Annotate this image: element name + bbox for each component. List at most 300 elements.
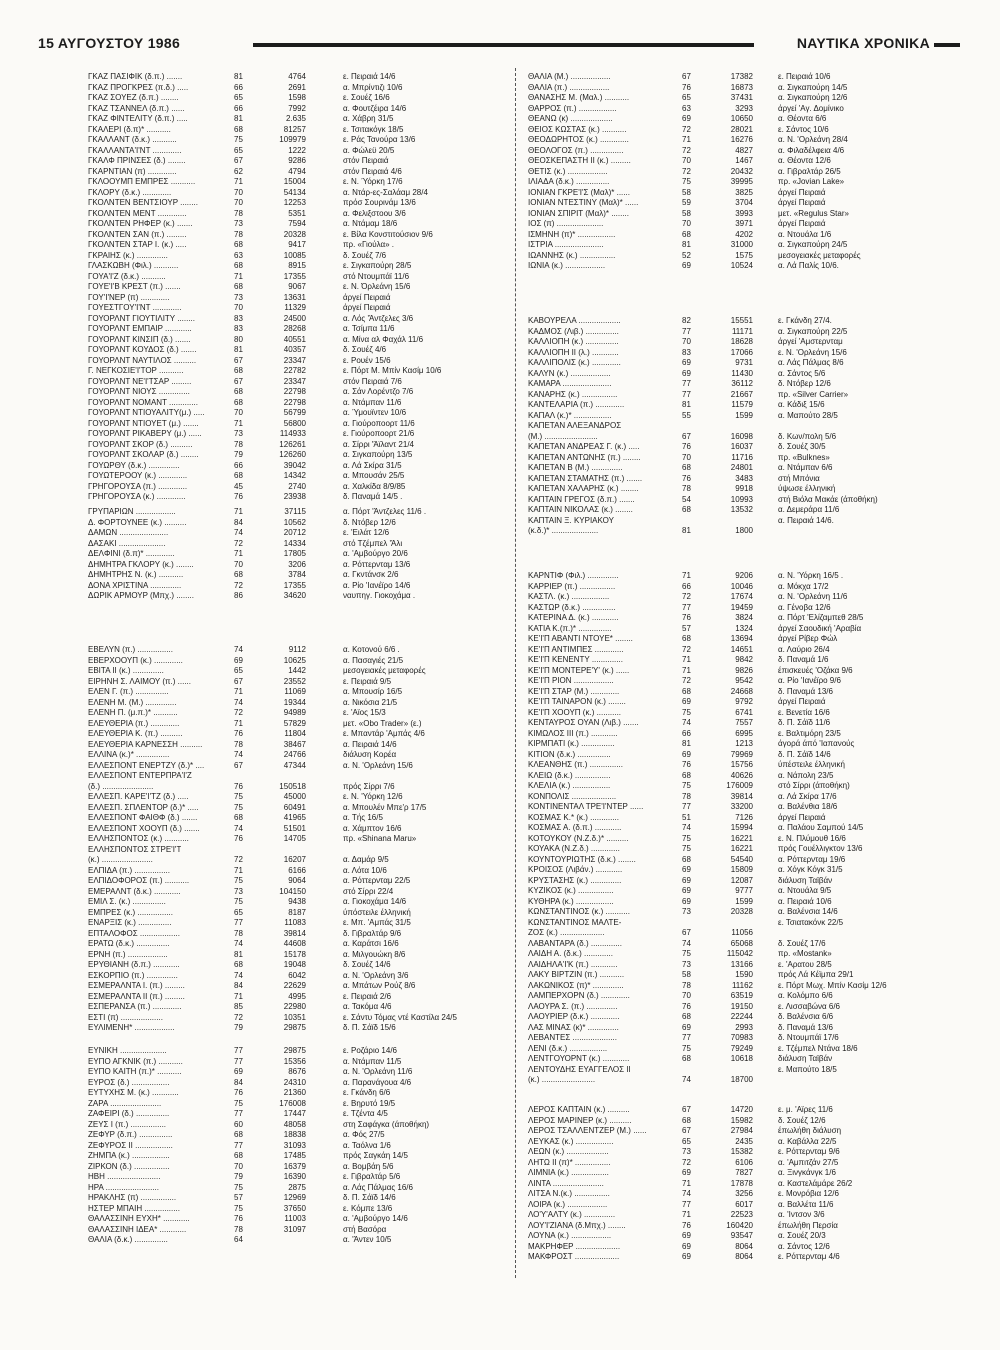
ship-entry-row <box>528 1189 968 1200</box>
ship-entry-row <box>528 358 968 369</box>
ship-status: α. 'Αμβούργο 20/6 <box>343 549 408 558</box>
gross-tonnage: 70983 <box>730 1033 753 1042</box>
gross-tonnage: 2435 <box>735 1136 753 1146</box>
ship-name: ΓΟΥΑ'Ι'Ζ (δ.κ.) ........... <box>88 271 166 281</box>
ship-status: α. Λός 'Άντζελες 3/6 <box>343 313 414 323</box>
ship-name: ΓΚΑΡΝΤΙΑΝ (π) ............. <box>88 166 177 176</box>
build-year: 81 <box>234 345 243 354</box>
ship-name: ΕΥΝΙΚΗ ..................... <box>88 1046 167 1055</box>
build-year: 81 <box>234 72 243 81</box>
ship-name: ΚΑΝΑΡΗΣ (κ.) ................ <box>528 389 618 399</box>
ship-entry-row <box>88 146 528 157</box>
ship-status: α. Λάς Πάλμας 16/6 <box>343 1182 413 1192</box>
ship-name: ΛΙΝΤΑ ....................... <box>528 1178 604 1188</box>
gross-tonnage: 3784 <box>288 570 306 579</box>
build-year: 83 <box>234 313 243 323</box>
ship-name: ΓΚΟΛΝΤΕΝ ΒΕΝΤΣΙΟΥΡ ........ <box>88 198 198 207</box>
ship-status: πρ. «Mostank» <box>778 949 832 958</box>
ship-status: α. Γιβραλτάρ 26/5 <box>778 166 841 176</box>
build-year: 66 <box>682 581 691 591</box>
build-year: 74 <box>682 823 691 832</box>
gross-tonnage: 19459 <box>730 602 753 612</box>
ship-entry-row <box>528 93 968 104</box>
ship-name: ΙΣΜΗΝΗ (π)* ................. <box>528 229 616 239</box>
ship-entry-row <box>88 104 528 115</box>
build-year: 70 <box>682 991 691 1000</box>
ship-status: δ. Παναμά 13/6 <box>778 686 833 696</box>
build-year: 70 <box>682 156 691 165</box>
ship-status: α. Χαλκίδα 8/9/85 <box>343 481 406 491</box>
ship-entry-row <box>88 293 528 304</box>
gross-tonnage: 6741 <box>735 707 753 717</box>
ship-name: ΛΑΟΥΡΙΕΡ (δ.κ.) ............. <box>528 1012 620 1021</box>
ship-name: ΚΑΛΛΙΟΠΗ ΙΙ (λ.) ............ <box>528 347 619 357</box>
ship-entry-row <box>88 549 528 560</box>
ship-status: α. Γένοβα 12/6 <box>778 602 831 612</box>
ship-status: ε. Ράς Τανούρα 13/6 <box>343 135 416 144</box>
ship-entry-row <box>528 135 968 146</box>
ship-name: ΛΟΙΡΑ (κ.) .................. <box>528 1199 608 1209</box>
gross-tonnage: 20712 <box>283 528 306 537</box>
ship-status: α. Βαλένθια 18/6 <box>778 802 838 811</box>
ship-status: α. Ντουάλα 1/6 <box>778 229 832 239</box>
gross-tonnage: 16037 <box>730 442 753 451</box>
ship-status: άργεί Πειραιά <box>778 187 826 197</box>
ship-name: ΕΡΑΤΩ (δ.κ.) ............... <box>88 939 170 948</box>
gross-tonnage: 23938 <box>283 492 306 501</box>
ship-list-block <box>528 72 968 272</box>
ship-status: α. Βομβάη 5/6 <box>343 1161 394 1171</box>
build-year: 66 <box>234 460 243 470</box>
ship-status: ε. Πόρτ Μωχ. Μπίν Κασίμ 12/6 <box>778 980 887 990</box>
ship-entry-row <box>88 461 528 472</box>
gross-tonnage: 1575 <box>735 250 753 260</box>
gross-tonnage: 37650 <box>283 1203 306 1213</box>
build-year: 69 <box>682 1241 691 1251</box>
ship-entry-row <box>528 865 968 876</box>
ship-name: ΙΣΤΡΙΑ ...................... <box>528 240 604 249</box>
gross-tonnage: 54134 <box>283 187 306 197</box>
build-year: 70 <box>234 198 243 207</box>
ship-name: ΚΑΝΤΕΛΑΡΙΑ (π.) ............. <box>528 400 625 409</box>
gross-tonnage: 15382 <box>730 1147 753 1156</box>
ship-status: α. Μόκχα 17/2 <box>778 581 829 591</box>
ship-entry-row <box>528 802 968 813</box>
ship-name: ΓΚΑΖ ΠΡΟΓΚΡΕΣ (π.δ.) ..... <box>88 82 189 92</box>
gross-tonnage: 23552 <box>283 676 306 686</box>
gross-tonnage: 12087 <box>730 875 753 885</box>
ship-status: α. Σάν Λορέντζο 7/6 <box>343 387 414 396</box>
ship-entry-row <box>528 505 968 516</box>
build-year: 66 <box>234 103 243 113</box>
ship-entry-row <box>528 1023 968 1034</box>
gross-tonnage: 29875 <box>283 1046 306 1055</box>
ship-entry-row <box>88 1130 528 1141</box>
ship-name: ΔΑΜΩΝ ...................... <box>88 528 169 537</box>
ship-status: α. Λά Παλίς 10/6. <box>778 261 839 270</box>
gross-tonnage: 6017 <box>735 1199 753 1209</box>
build-year: 67 <box>234 156 243 165</box>
ship-entry-row <box>528 261 968 272</box>
ship-name: ΖΟΣ (κ.) .................... <box>528 928 605 937</box>
ship-name: ΛΕΡΟΣ ΤΣΑΛΛΕΝΤΖΕΡ (Μ.) ...... <box>528 1126 647 1135</box>
ship-status: δ. Σουέζ 4/6 <box>343 345 387 354</box>
ship-name: ΖΙΡΚΟΝ (δ.) ................ <box>88 1161 170 1171</box>
build-year: 68 <box>682 1115 691 1125</box>
build-year: 78 <box>234 928 243 938</box>
ship-name: ΕΒΕΛΥΝ (π.) ................ <box>88 645 173 654</box>
ship-name: ΜΑΚΦΡΟΣΤ .................... <box>528 1252 620 1261</box>
build-year: 66 <box>234 82 243 92</box>
build-year: 68 <box>234 1151 243 1160</box>
ship-name: ΓΟΥΟΡΛΝΤ ΝΕ'Ι'ΤΣΑΡ ......... <box>88 376 192 386</box>
gross-tonnage: 11716 <box>731 452 753 462</box>
ship-entry-row <box>528 1168 968 1179</box>
gross-tonnage: 4827 <box>735 145 753 155</box>
ship-name: ΘΕΑΝΩ (κ) ................... <box>528 114 613 123</box>
ship-name: ΚΡΥΣΤΑΣΗΣ (κ.) .............. <box>528 875 622 885</box>
ship-name: ΕΛΛΕΣΠΟΝΤ ΕΝΕΡΤΖΥ (δ.)* .... <box>88 760 205 770</box>
build-year: 68 <box>234 261 243 270</box>
build-year: 67 <box>682 1105 691 1114</box>
ship-name: ΕΒΕΡΧΟΟΥΠ (κ.) ............. <box>88 655 183 665</box>
ship-name: ΚΑΠΤΑΙΝ ΓΡΕΓΟΣ (δ.π.) ....... <box>528 494 635 504</box>
ship-status: α. Ν. 'Ορλεάνη 11/6 <box>343 1067 413 1076</box>
ship-status: α. Νικόσια 21/5 <box>343 697 398 707</box>
ship-name: ΘΑΛΙΑ (δ.κ.) ............... <box>88 1235 168 1244</box>
ship-entry-row <box>88 1235 528 1246</box>
ship-name: ΛΕΝΙ (δ.κ.) ................. <box>528 1043 608 1053</box>
ship-name: ΚΑΛΥΝ (κ.) .................. <box>528 368 611 378</box>
ship-entry-row <box>88 518 528 529</box>
ship-entry-row <box>528 960 968 971</box>
gross-tonnage: 37431 <box>730 93 753 102</box>
ship-name: ΕΛΕΥΘΕΡΙΑ Κ. (π.) .......... <box>88 729 183 738</box>
build-year: 74 <box>234 750 243 759</box>
gross-tonnage: 63519 <box>730 991 753 1000</box>
ship-name: ΛΑΒΑΝΤΑΡΑ (δ.) .............. <box>528 938 622 948</box>
build-year: 76 <box>682 613 691 622</box>
gross-tonnage: 2875 <box>288 1182 306 1192</box>
build-year: 71 <box>234 549 243 558</box>
ship-status: α. Γιούροποορτ 11/6 <box>343 418 415 428</box>
ship-name: ΓΚΑΖ ΦΙΝΤΕΛΙΤΥ (δ.π.) ..... <box>88 114 188 123</box>
ship-entry-row <box>88 845 528 856</box>
build-year: 69 <box>682 114 691 123</box>
ship-status: ε. Γιούροποορτ 21/6 <box>343 429 415 438</box>
ship-name: ΕΛΕΝΗ Π. (μ.π.)* ........... <box>88 708 178 717</box>
ship-status: α. Ν. 'Υόρκη 16/5 . <box>778 571 844 580</box>
ship-entry-row <box>528 708 968 719</box>
ship-status: α. 'Αμβούργο 14/6 <box>343 1214 408 1223</box>
ship-name: ΕΣΚΟΡΠΙΟ (π.) .............. <box>88 970 178 980</box>
ship-name: ΖΕΦΥΡ (δ.π.) ............... <box>88 1130 173 1139</box>
ship-entry-row <box>88 708 528 719</box>
gross-tonnage: 16221 <box>730 844 753 853</box>
ship-name: ΕΛΕΥΘΕΡΙΑ (π.) ............. <box>88 718 180 728</box>
ship-entry-row <box>88 398 528 409</box>
gross-tonnage: 40551 <box>283 334 306 344</box>
build-year: 74 <box>682 938 691 948</box>
build-year: 60 <box>234 1119 243 1129</box>
ship-name: ΚΑΠΕΤΑΝ ΣΤΑΜΑΤΗΣ (π.) ....... <box>528 473 643 483</box>
build-year: 67 <box>682 1126 691 1135</box>
ship-status: ε. Πειραιά 14/6 <box>343 72 396 81</box>
gross-tonnage: 2740 <box>288 481 306 491</box>
gross-tonnage: 9067 <box>288 282 306 291</box>
ship-name: ΛΑΙΔΗΛΑ'Ι'Κ (π.) ............ <box>528 959 618 969</box>
ship-entry-row <box>528 907 968 918</box>
ship-status: ναυπηγ. Γιοκοχάμα . <box>343 591 416 600</box>
ship-name: ΚΕ'Ι'Π ΑΒΑΝΤΙ ΝΤΟΥΕ* ........ <box>528 634 633 643</box>
ship-name: ΕΥΤΥΧΗΣ Μ. (κ.) ............ <box>88 1088 179 1097</box>
build-year: 72 <box>682 124 691 134</box>
ship-status: δ. Παναμά 1/6 <box>778 655 829 664</box>
ship-status: α. Σάντος 12/6 <box>778 1241 830 1251</box>
gross-tonnage: 150518 <box>279 781 306 791</box>
gross-tonnage: 9438 <box>288 897 306 906</box>
ship-name: ΚΥΘΗΡΑ (κ.) ................. <box>528 896 614 906</box>
ship-status: α. Μιλγουώκη 8/6 <box>343 949 406 959</box>
ship-status: στό Σίρρι 22/4 <box>343 886 394 896</box>
ship-entry-row <box>88 918 528 929</box>
ship-entry-row <box>88 1225 528 1236</box>
build-year: 71 <box>234 865 243 875</box>
ship-name: ΚΑΡΡΙΕΡ (π.) ................ <box>528 581 616 591</box>
gross-tonnage: 8187 <box>288 907 306 917</box>
build-year: 71 <box>682 1210 691 1219</box>
ship-status: ε. Ν. 'Υόρκη 12/6 <box>343 792 403 801</box>
build-year: 72 <box>682 592 691 601</box>
ship-status: α. Δεμεράρα 11/6 <box>778 505 840 514</box>
build-year: 76 <box>682 1001 691 1011</box>
gross-tonnage: 57829 <box>283 718 306 728</box>
build-year: 77 <box>682 379 691 388</box>
build-year: 67 <box>234 355 243 365</box>
ship-name: ΕΛΛΕΣΠ. ΣΠΛΕΝΤΟΡ (δ.)* ..... <box>88 802 199 812</box>
gross-tonnage: 9731 <box>735 358 753 367</box>
ship-entry-row <box>528 1012 968 1023</box>
build-year: 76 <box>682 473 691 483</box>
ship-status: α. Λότα 10/6 <box>343 865 387 875</box>
build-year: 76 <box>682 1220 691 1230</box>
gross-tonnage: 6042 <box>288 970 306 980</box>
ship-name: ΓΟΥΟΡΛΝΤ ΣΚΟΛΑΡ (δ.) ........ <box>88 450 199 459</box>
ship-name: ΔΟΝΑ ΧΡΙΣΤΙΝΑ .............. <box>88 580 182 590</box>
gross-tonnage: 9542 <box>735 676 753 685</box>
ship-entry-row <box>88 230 528 241</box>
ship-status: α. Πειραιά 14/6. <box>778 515 834 525</box>
gross-tonnage: 114933 <box>279 429 306 438</box>
ship-name: ΕΣΤΙ (π) ................... <box>88 1012 163 1022</box>
gross-tonnage: 9417 <box>288 240 306 249</box>
gross-tonnage: 81257 <box>283 124 306 134</box>
ship-entry-row <box>88 1023 528 1034</box>
build-year: 76 <box>234 1088 243 1097</box>
build-year: 67 <box>234 376 243 386</box>
gross-tonnage: 8064 <box>735 1241 753 1251</box>
gross-tonnage: 3971 <box>735 219 753 228</box>
build-year: 57 <box>234 1193 243 1202</box>
ship-entry-row <box>528 1200 968 1211</box>
ship-entry-row <box>528 666 968 677</box>
gross-tonnage: 56800 <box>283 418 306 428</box>
ship-status: α. Μπρίντιζι 10/6 <box>343 82 403 92</box>
gross-tonnage: 13166 <box>730 959 753 969</box>
ship-name: ΚΑΠΕΤΑΝ ΑΝΔΡΕΑΣ Γ. (κ.) ..... <box>528 442 640 451</box>
ship-entry-row <box>528 474 968 485</box>
build-year: 69 <box>234 1067 243 1076</box>
ship-status: άργεί Ρίβερ Φώλ <box>778 634 838 643</box>
ship-entry-row <box>528 718 968 729</box>
ship-status: στόν Πειραιά 7/6 <box>343 376 402 386</box>
ship-entry-row <box>528 390 968 401</box>
build-year: 75 <box>682 844 691 853</box>
ship-entry-row <box>528 1075 968 1086</box>
gross-tonnage: 1324 <box>735 623 753 633</box>
build-year: 75 <box>682 781 691 790</box>
gross-tonnage: 16379 <box>283 1161 306 1171</box>
ship-entry-row <box>88 251 528 262</box>
ship-status: α. Πειραιά 14/6 <box>343 739 397 749</box>
gross-tonnage: 36112 <box>731 379 753 388</box>
ship-status: ε. μ. 'Αϊρες 11/6 <box>778 1105 833 1114</box>
ship-entry-row <box>528 760 968 771</box>
ship-status: άργεί Πειραιά <box>343 292 391 302</box>
build-year: 70 <box>682 337 691 346</box>
ship-entry-row <box>88 887 528 898</box>
gross-tonnage: 17355 <box>283 580 306 590</box>
ship-name: ΕΛΛΕΣΠΟΝΤ ΕΝΤΕΡΠΡΑ'Ι'Ζ <box>88 771 192 780</box>
ship-status: μεσογειακές μεταφορές <box>343 666 426 675</box>
ship-entry-row <box>528 823 968 834</box>
ship-status: α. Τακόμα 4/6 <box>343 1002 392 1011</box>
ship-name: ΕΛΛΗΣΠΟΝΤΟΣ (κ.) ........... <box>88 834 189 843</box>
ship-status: δ. Βαλένσια 6/6 <box>778 1012 834 1021</box>
gross-tonnage: 18628 <box>730 337 753 346</box>
ship-entry-row <box>528 432 968 443</box>
gross-tonnage: 19150 <box>730 1001 753 1011</box>
gross-tonnage: 14342 <box>283 471 306 480</box>
build-year: 70 <box>234 187 243 197</box>
ship-entry-row <box>528 844 968 855</box>
ship-name: ΚΩΝΣΤΑΝΤΙΝΟΣ ΜΑΛΤΕ- <box>528 917 622 927</box>
build-year: 84 <box>234 1077 243 1087</box>
build-year: 68 <box>234 397 243 407</box>
ship-entry-row <box>88 992 528 1003</box>
ship-name: ΕΣΜΕΡΑΛΝΤΑ ΙΙ (π.) ......... <box>88 991 185 1001</box>
ship-entry-row <box>88 570 528 581</box>
build-year: 77 <box>682 1199 691 1209</box>
ship-entry-row <box>528 634 968 645</box>
ship-name: ΔΗΜΗΤΡΗΣ Ν. (κ.) ........... <box>88 570 184 579</box>
ship-entry-row <box>88 1204 528 1215</box>
ship-name: (Μ.) ........................ <box>528 431 598 441</box>
ship-entry-row <box>528 495 968 506</box>
ship-entry-row <box>88 1067 528 1078</box>
ship-name: ΚΟΝΤΙΝΕΝΤΑΛ ΤΡΕ'Ι'ΝΤΕΡ ...... <box>528 802 644 811</box>
build-year: 77 <box>234 918 243 927</box>
build-year: 75 <box>682 1043 691 1053</box>
gross-tonnage: 10618 <box>730 1054 753 1063</box>
build-year: 79 <box>234 1172 243 1181</box>
ship-name: ΘΑΛΙΑ (Μ.) .................. <box>528 72 611 81</box>
ship-entry-row <box>88 729 528 740</box>
ship-status: δ. Σουέζ 17/6 <box>778 938 826 948</box>
ship-name: ΚΟΥΝΤΟΥΡΙΩΤΗΣ (δ.κ.) ........ <box>528 854 636 864</box>
gross-tonnage: 39995 <box>730 177 753 186</box>
ship-name: ΛΑΚΥ ΒΙΡΤΖΙΝ (π.) ........... <box>528 970 625 979</box>
gross-tonnage: 11056 <box>731 928 753 937</box>
gross-tonnage: 3704 <box>735 198 753 207</box>
ship-status: α. Χάμπτον 16/6 <box>343 823 402 833</box>
ship-entry-row <box>88 1046 528 1057</box>
ship-entry-row <box>88 114 528 125</box>
ship-status: ε. Λισσαβώνα 6/6 <box>778 1001 841 1011</box>
gross-tonnage: 16207 <box>283 855 306 864</box>
ship-name: ΓΚΟΛΝΤΕΝ ΡΗΦΕΡ (κ.) ....... <box>88 219 193 228</box>
build-year: 71 <box>234 718 243 728</box>
build-year: 70 <box>234 408 243 417</box>
ship-entry-row <box>88 782 528 793</box>
ship-name: ΚΑΠΤΑΙΝ Ξ. ΚΥΡΙΑΚΟΥ <box>528 515 614 525</box>
build-year: 75 <box>682 949 691 958</box>
build-year: 59 <box>682 198 691 207</box>
build-year: 78 <box>682 484 691 493</box>
build-year: 51 <box>682 812 691 822</box>
gross-tonnage: 51501 <box>283 823 306 833</box>
ship-name: ΕΛΛΕΣΠΟΝΤ ΦΑΙΘΦ (δ.) ....... <box>88 813 198 822</box>
gross-tonnage: 22782 <box>283 366 306 375</box>
build-year: 68 <box>682 229 691 239</box>
ship-entry-row <box>88 981 528 992</box>
ship-name: ΚΛΕΛΙΑ (κ.) ................. <box>528 781 611 790</box>
build-year: 58 <box>682 970 691 979</box>
ship-status: α. Μπάτων Ρούζ 8/6 <box>343 981 416 990</box>
ship-entry-row <box>88 345 528 356</box>
ship-name: ΚΡΟΙΣΟΣ (Λιβάν.) ............ <box>528 865 623 874</box>
build-year: 71 <box>234 507 243 516</box>
ship-name: ΓΟΥΟΡΛΝΤ ΚΙΝΣΙΠ (δ.) ....... <box>88 334 191 344</box>
build-year: 76 <box>234 492 243 501</box>
build-year: 83 <box>234 324 243 333</box>
ship-entry-row <box>528 613 968 624</box>
ship-status: πρ. «Γιούλα» . <box>343 240 395 249</box>
ship-entry-row <box>528 855 968 866</box>
ship-status: ε. Βηρυτό 19/5 <box>343 1098 396 1108</box>
ship-entry-row <box>528 177 968 188</box>
ship-status: α. Σιγκαπούρη 13/5 <box>343 450 413 459</box>
gross-tonnage: 15756 <box>730 760 753 769</box>
gross-tonnage: 11430 <box>731 368 753 378</box>
ship-name: ΛΑΜΠΕΡΧΟΡΝ (δ.) ............. <box>528 991 630 1000</box>
ship-name: ΓΚΡΑΙΗΣ (κ.) .............. <box>88 250 168 260</box>
build-year: 76 <box>682 760 691 769</box>
gross-tonnage: 3483 <box>735 473 753 483</box>
ship-status: α. Φιλαδέλφεια 4/6 <box>778 145 845 155</box>
gross-tonnage: 15178 <box>283 949 306 959</box>
ship-entry-row <box>88 377 528 388</box>
ship-status: α. Ρίο 'Ιανέϊρο 9/6 <box>778 676 841 685</box>
gross-tonnage: 17066 <box>730 347 753 357</box>
ship-entry-row <box>88 687 528 698</box>
gross-tonnage: 11003 <box>284 1214 306 1223</box>
ship-status: α. Γιοκοχάμα 14/6 <box>343 897 407 906</box>
ship-status: ε. Μονρόβια 12/6 <box>778 1189 839 1198</box>
ship-entry-row <box>88 272 528 283</box>
ship-name: ΘΑΡΡΟΣ (π.) ................. <box>528 103 617 113</box>
ship-status: άργεί 'Αγ. Δομίνικο <box>778 103 844 113</box>
